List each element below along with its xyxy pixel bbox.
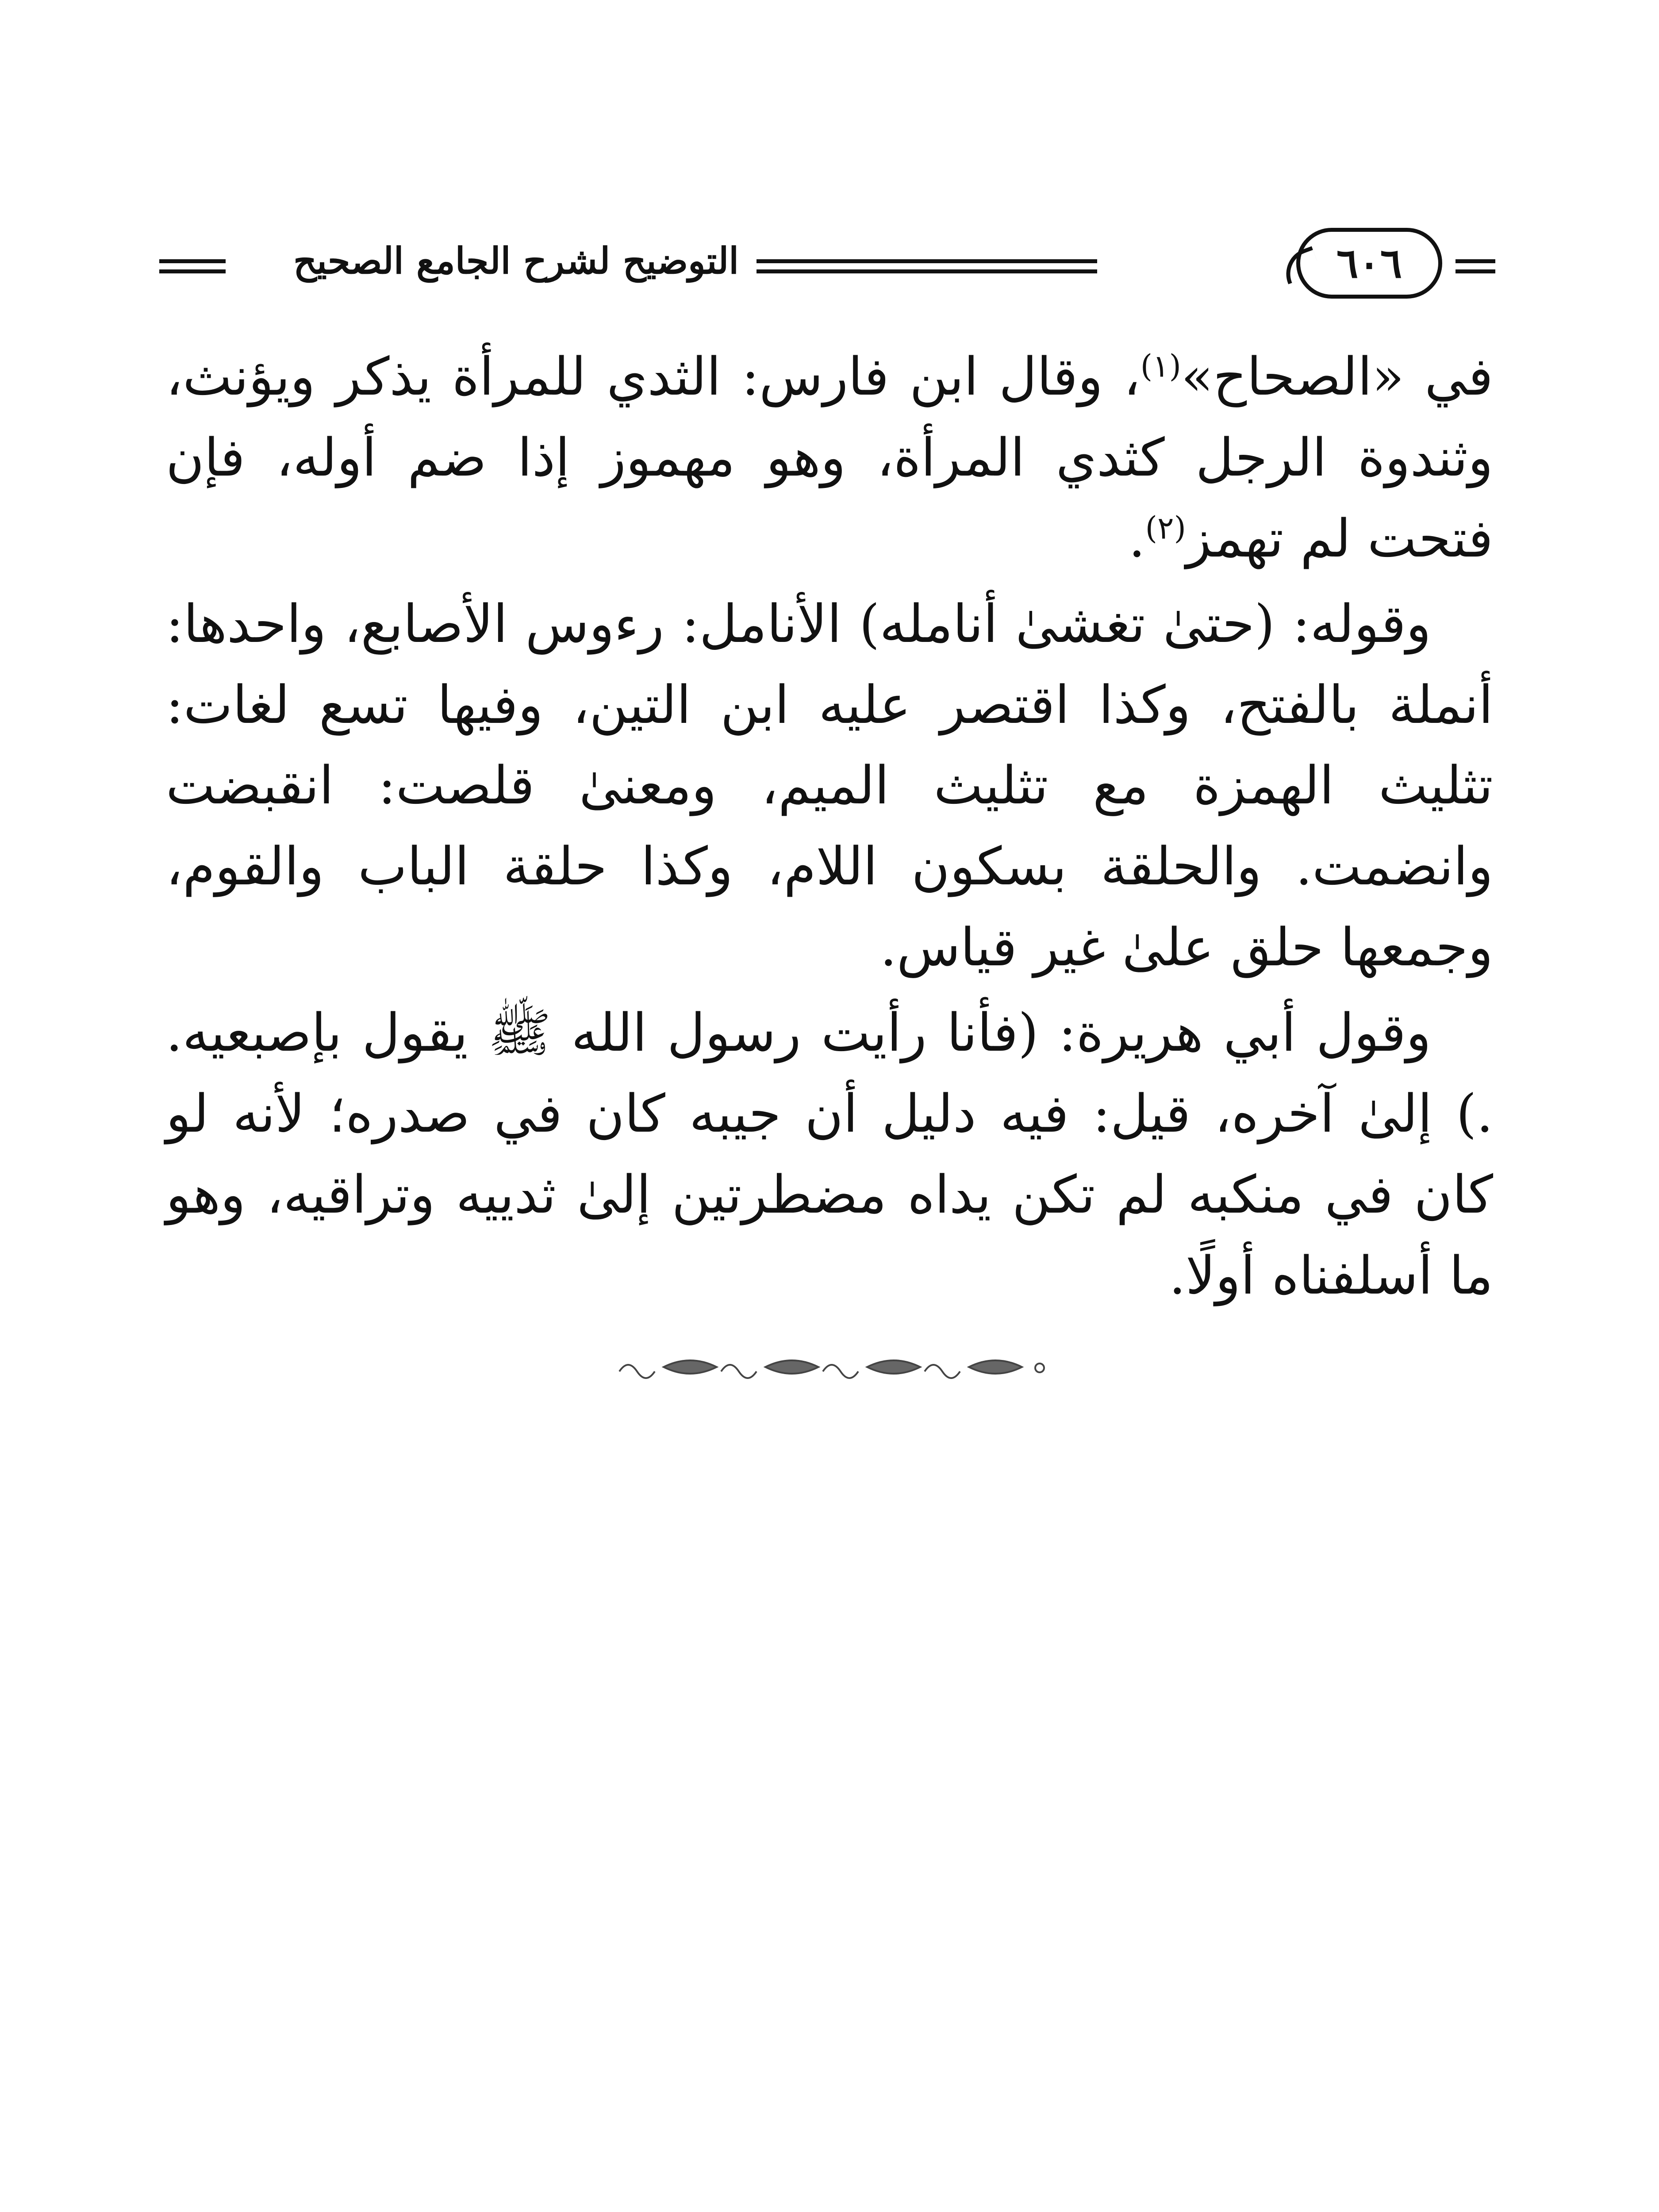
paragraph-1: [166, 336, 1493, 579]
paragraph-1-part-c: .: [1129, 507, 1145, 569]
page-header: [159, 221, 1495, 314]
ornament-divider: [611, 1354, 1053, 1380]
paragraph-3: وقول أبي هريرة: (فأنا رأيت رسول الله ﷺ يقول بإصبعيه. .) إلىٰ آخره، قيل: فيه دليل أن جيبه كان في صدره؛ لأنه لو كان في منكبه لم تكن يداه مضطرتين إلىٰ ثدييه وتراقيه، وهو ما أسلفناه أولًا.: [166, 1002, 1493, 1306]
paragraph-1-part-a: في «الصحاح»: [1181, 346, 1494, 407]
footnote-ref-2[interactable]: (٢): [1145, 510, 1186, 546]
main-text: [166, 336, 1493, 1316]
header-rule-middle: [757, 259, 1097, 273]
footnote-ref-1[interactable]: (١): [1140, 348, 1181, 384]
header-rule-left: [159, 259, 226, 273]
page-number-frame: [1296, 228, 1442, 299]
header-rule-right: [1455, 259, 1495, 273]
page-number: ٦٠٦: [1336, 239, 1402, 287]
paragraph-2: وقوله: (حتىٰ تغشىٰ أنامله) الأنامل: رءوس الأصابع، واحدها: أنملة بالفتح، وكذا اقتصر عليه ابن التين، وفيها تسع لغات: تثليث الهمزة مع تثليث الميم، ومعنىٰ قلصت: انقبضت وانضمت. والحلقة بسكون اللام، وكذا حلقة الباب والقوم، وجمعها حلق علىٰ غير قياس.: [166, 593, 1493, 978]
running-title: التوضيح لشرح الجامع الصحيح: [293, 240, 739, 282]
paragraph-1-part-b: ، وقال ابن فارس: الثدي للمرأة يذكر ويؤنث، وثندوة الرجل كثدي المرأة، وهو مهموز إذا ضم أوله، فإن فتحت لم تهمز: [166, 346, 1493, 569]
